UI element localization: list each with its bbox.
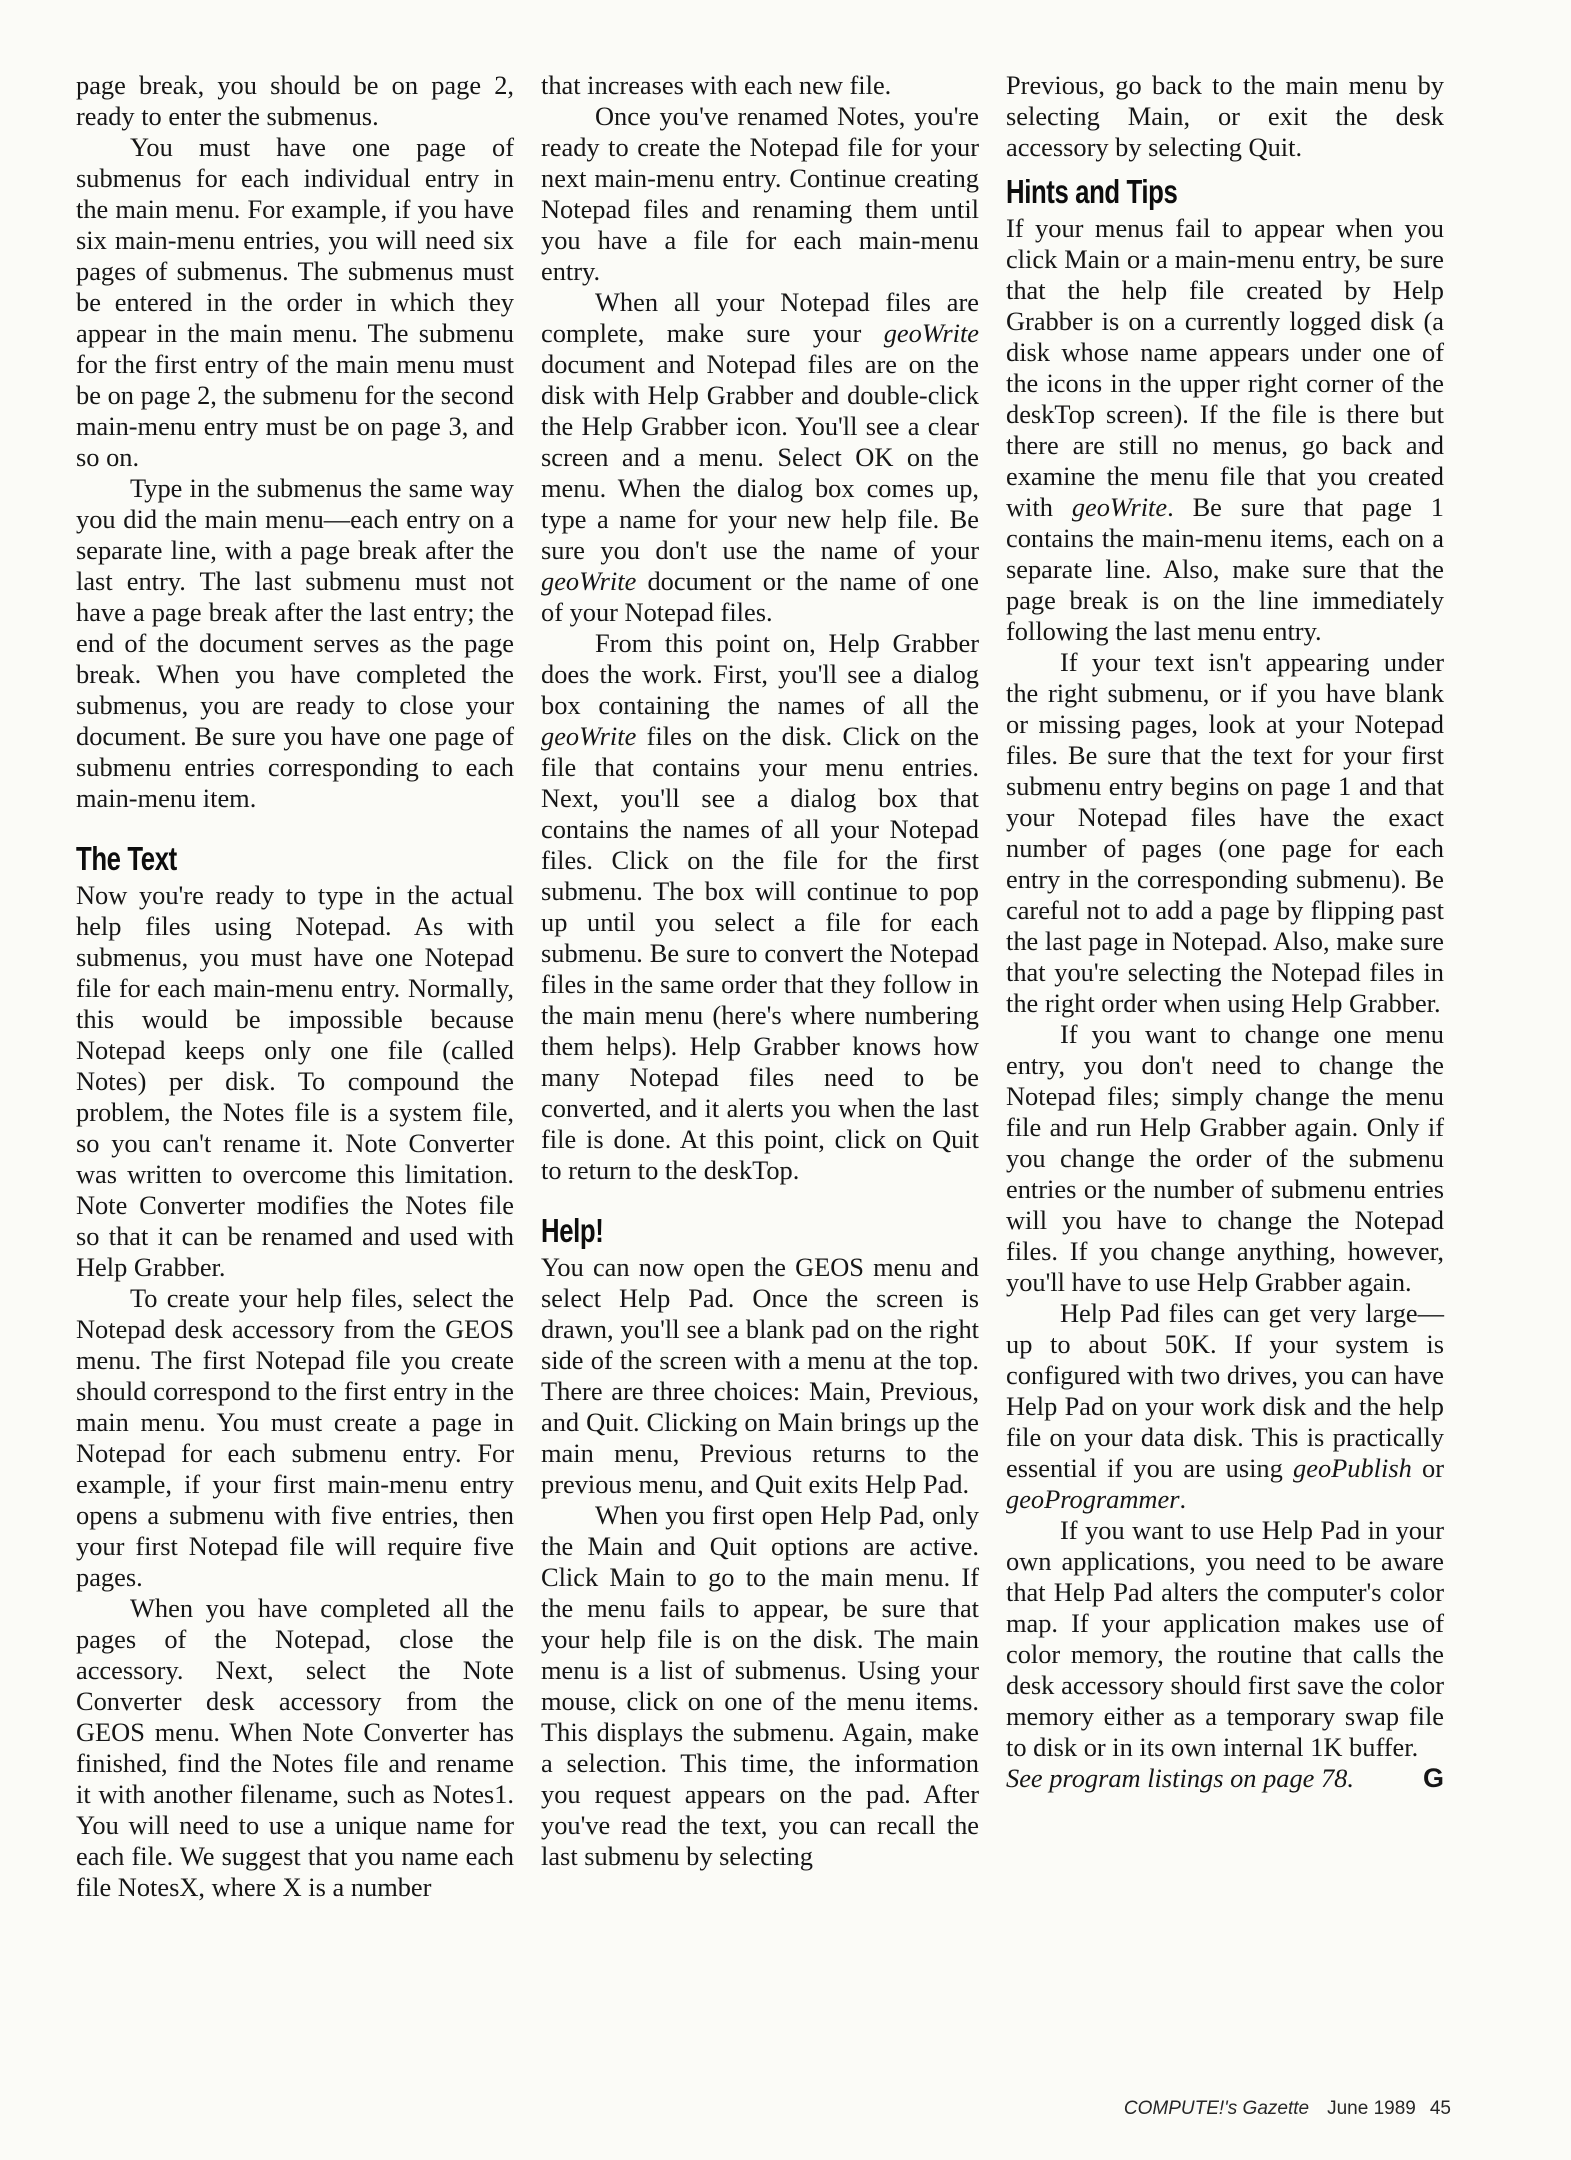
text-run: document and Notepad files are on the disk with Help Grabber and double-click the Help Grabber icon. You'll see a clear screen and a menu. Select OK on the menu. When the dialog box comes up, type a name for your new help file. Be sure you don't use the name of your: [541, 349, 979, 565]
section-heading-help: Help!: [541, 1212, 604, 1249]
column-2: [541, 70, 979, 1903]
app-name: geoWrite: [1071, 492, 1168, 522]
paragraph: Once you've renamed Notes, you're ready to create the Notepad file for your next main-menu entry. Continue creating Notepad files and renaming them until you have a file for each main-menu entry.: [541, 101, 979, 286]
text-run: .: [1179, 1484, 1187, 1514]
paragraph: If you want to use Help Pad in your own applications, you need to be aware that Help Pad alters the computer's color map. If your application makes use of color memory, the routine that calls the desk accessory should first save the color memory either as a temporary swap file to disk or in its own internal 1K buffer.: [1006, 1515, 1444, 1762]
paragraph: You can now open the GEOS menu and select Help Pad. Once the screen is drawn, you'll see a blank pad on the right side of the screen with a menu at the top. There are three choices: Main, Previous, and Quit. Clicking on Main brings up the main menu, Previous returns to the previous menu, and Quit exits Help Pad.: [541, 1252, 979, 1499]
column-1: [76, 70, 514, 1903]
paragraph: When you first open Help Pad, only the Main and Quit options are active. Click Main to go to the main menu. If the menu fails to appear, be sure that your help file is on the disk. The main menu is a list of submenus. Using your mouse, click on one of the menu items. This displays the submenu. Again, make a selection. This time, the information you request appears on the pad. After you've read the text, you can recall the last submenu by selecting: [541, 1500, 979, 1871]
paragraph: Now you're ready to type in the actual help files using Notepad. As with submenus, you must have one Notepad file for each main-menu entry. Normally, this would be impossible because Notepad keeps only one file (called Notes) per disk. To compound the problem, the Notes file is a system file, so you can't rename it. Note Converter was written to overcome this limitation. Note Converter modifies the Notes file so that it can be renamed and used with Help Grabber.: [76, 880, 514, 1282]
section-heading-hints-and-tips: Hints and Tips: [1006, 173, 1178, 210]
paragraph: [541, 628, 979, 1186]
app-name: geoWrite: [883, 318, 979, 348]
paragraph: When you have completed all the pages of the Notepad, close the accessory. Next, select the Note Converter desk accessory from the GEOS menu. When Note Converter has finished, find the Notes file and rename it with another filename, such as Notes1. You will need to use a unique name for each file. We suggest that you name each file NotesX, where X is a number: [76, 1593, 514, 1902]
text-run: When all your Notepad files are complete, make sure your: [541, 287, 979, 348]
listings-reference: See program listings on page 78.: [1006, 1763, 1354, 1793]
paragraph: page break, you should be on page 2, ready to enter the submenus.: [76, 70, 514, 131]
app-name: geoWrite: [541, 721, 637, 751]
text-run: files on the disk. Click on the file that contains your menu entries. Next, you'll see a dialog box that contains the names of all your Notepad files. Click on the file for the first submenu. The box will continue to pop up until you select a file for each submenu. Be sure to convert the Notepad files in the same order that they follow in the main menu (here's where numbering them helps). Help Grabber knows how many Notepad files need to be converted, and it alerts you when the last file is done. At this point, click on Quit to return to the deskTop.: [541, 721, 979, 1185]
program-listings-note: [1006, 1763, 1444, 1794]
paragraph: [1006, 213, 1444, 647]
text-run: Help Pad files can get very large—up to about 50K. If your system is configured with two drives, you can have Help Pad on your work disk and the help file on your data disk. This is practically essential if you are using: [1006, 1298, 1444, 1483]
publication-name: COMPUTE!'s Gazette: [1123, 2098, 1310, 2119]
app-name: geoPublish: [1293, 1453, 1412, 1483]
article-columns: [76, 70, 1447, 1903]
end-of-article-mark: G: [1422, 1763, 1444, 1793]
text-run: If your menus fail to appear when you click Main or a main-menu entry, be sure that the help file created by Help Grabber is on a currently logged disk (a disk whose name appears under one of the icons in the upper right corner of the deskTop screen). If the file is there but there are still no menus, go back and examine the menu file that you created with: [1006, 213, 1444, 522]
page-number: 45: [1429, 2098, 1451, 2119]
paragraph: Type in the submenus the same way you did the main menu—each entry on a separate line, with a page break after the last entry. The last submenu must not have a page break after the last entry; the end of the document serves as the page break. When you have completed the submenus, you are ready to close your document. Be sure you have one page of submenu entries corresponding to each main-menu item.: [76, 473, 514, 813]
paragraph: You must have one page of submenus for each individual entry in the main menu. For example, if you have six main-menu entries, you will need six pages of submenus. The submenus must be entered in the order in which they appear in the main menu. The submenu for the first entry of the main menu must be on page 2, the submenu for the second main-menu entry must be on page 3, and so on.: [76, 132, 514, 472]
text-run: From this point on, Help Grabber does the work. First, you'll see a dialog box containing the names of all the: [541, 628, 979, 720]
paragraph: Previous, go back to the main menu by selecting Main, or exit the desk accessory by selecting Quit.: [1006, 70, 1444, 162]
paragraph: [1006, 1298, 1444, 1515]
app-name: geoProgrammer: [1006, 1484, 1180, 1514]
page-footer: [1124, 2098, 1451, 2120]
paragraph: To create your help files, select the Notepad desk accessory from the GEOS menu. The first Notepad file you create should correspond to the first entry in the main menu. You must create a page in Notepad for each submenu entry. For example, if your first main-menu entry opens a submenu with five entries, then your first Notepad file will require five pages.: [76, 1283, 514, 1592]
paragraph: If you want to change one menu entry, you don't need to change the Notepad files; simply change the menu file and run Help Grabber again. Only if you change the order of the submenu entries or the number of submenu entries will you have to change the Notepad files. If you change anything, however, you'll have to use Help Grabber again.: [1006, 1019, 1444, 1297]
column-3: [1006, 70, 1444, 1903]
app-name: geoWrite: [541, 566, 637, 596]
paragraph: [541, 287, 979, 628]
text-run: document or the name of one of your Notepad files.: [541, 566, 979, 627]
text-run: . Be sure that page 1 contains the main-menu items, each on a separate line. Also, make sure that the page break is on the line immediately following the last menu entry.: [1006, 492, 1444, 646]
text-run: or: [1422, 1453, 1444, 1483]
issue-date: June 1989: [1327, 2098, 1416, 2119]
paragraph: that increases with each new file.: [541, 70, 892, 100]
section-heading-the-text: The Text: [76, 840, 177, 877]
paragraph: If your text isn't appearing under the right submenu, or if you have blank or missing pages, look at your Notepad files. Be sure that the text for your first submenu entry begins on page 1 and that your Notepad files have the exact number of pages (one page for each entry in the corresponding submenu). Be careful not to add a page by flipping past the last page in Notepad. Also, make sure that you're selecting the Notepad files in the right order when using Help Grabber.: [1006, 647, 1444, 1018]
